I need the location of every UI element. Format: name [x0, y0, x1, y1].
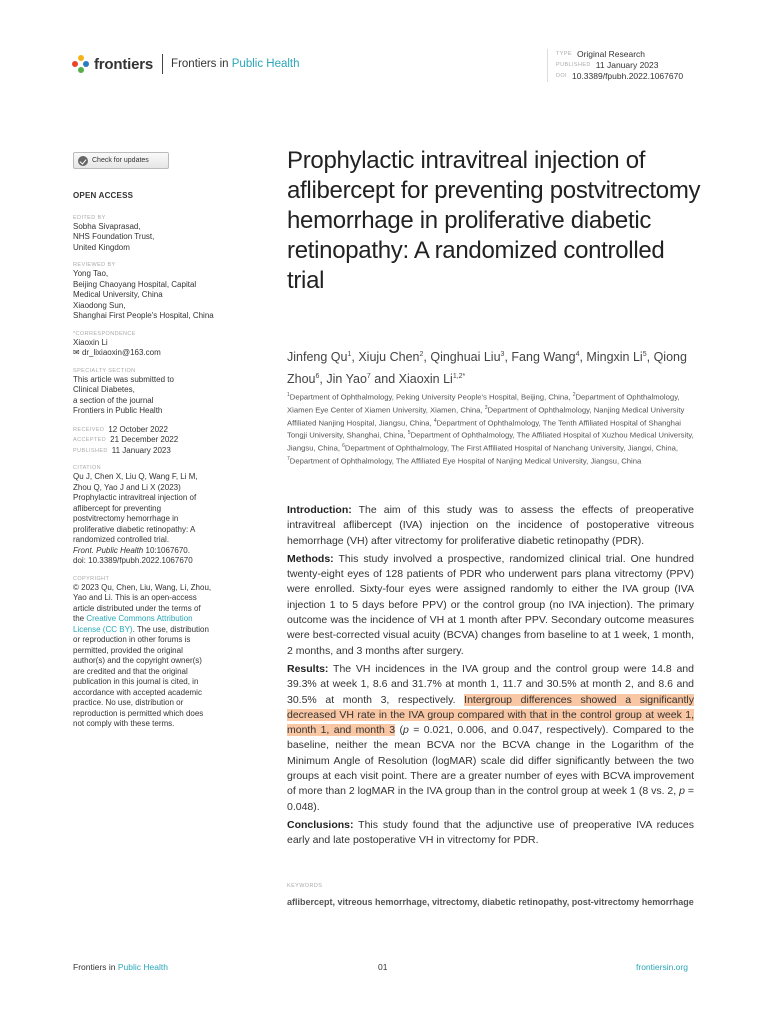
- sidebar: [73, 191, 243, 738]
- author-name[interactable]: Jinfeng Qu$^1$: [287, 350, 352, 365]
- footer-journal: Frontiers in Public Health: [73, 962, 168, 972]
- meta-divider: [547, 49, 548, 82]
- open-access-label: OPEN ACCESS: [73, 191, 134, 200]
- published-date: 11 January 2023: [595, 60, 659, 70]
- author-name[interactable]: Fang Wang$^4$: [511, 350, 580, 365]
- journal-name: Frontiers in Public Health: [171, 58, 300, 70]
- correspondence-block: *CORRESPONDENCE Xiaoxin Li ✉ dr_lixiaoxin@163.com: [73, 330, 161, 357]
- keywords: aflibercept, vitreous hemorrhage, vitrectomy, diabetic retinopathy, post-vitrectomy hemorrhage: [287, 897, 694, 907]
- keywords-label: KEYWORDS: [287, 883, 323, 889]
- abstract-conclusions: Conclusions: This study found that the adjunctive use of preoperative IVA reduces early and late postoperative VH in vitrectomy for PDR.: [287, 818, 694, 847]
- article-type: Original Research: [576, 49, 645, 59]
- abstract-methods: Methods: This study involved a prospective, randomized clinical trial. One hundred twenty-eight eyes of 128 patients of PDR who underwent pars plana vitrectomy (PPV) were enrolled. Sixty-four eyes were assigned randomly to either the IVA group (IVA injection 1 to 5 days before PPV) or the control group (no IVA injection). The primary outcome was the incidence of VH at 1 month after PPV. Secondary outcome measures were best-corrected visual acuity (BCVA) changes from baseline to at 1 week, 1 month, 2 months, and 3 months after surgery.: [287, 552, 694, 657]
- highlighted-text: Intergroup differences showed a significantly decreased VH rate in the IVA group compared with that in the control group at week 1, month 1, and month 3: [287, 693, 694, 737]
- article-title: Prophylactic intravitreal injection of aflibercept for preventing postvitrectomy hemorrhage in proliferative diabetic retinopathy: A randomized controlled trial: [287, 147, 701, 294]
- author-name[interactable]: Qiong Zhou$^6$: [287, 350, 687, 387]
- author-name[interactable]: Mingxin Li$^5$: [586, 350, 647, 365]
- affiliations: $^1$Department of Ophthalmology, Peking University People's Hospital, Beijing, China, $^2$Department of Ophthalmology, Xiamen Eye Center of Xiamen University, Xiamen, China, $^3$Department of Ophthalmology, Nanjing Medical University Affiliated Nanjing Hospital, Jiangsu, China, $^4$Department of Ophthalmology, The Tenth Affiliated Hospital of Shanghai Tongji University, Shanghai, China, $^5$Department of Ophthalmology, The Affiliated Hospital of Xuzhou Medical University, Jiangsu, China, $^6$Department of Ophthalmology, The First Affiliated Hospital of Nanchang University, Jiangxi, China, $^7$Department of Ophthalmology, The Affiliated Eye Hospital of Nanjing Medical University, Jiangsu, China: [287, 392, 694, 466]
- author-name[interactable]: Qinghuai Liu$^3$: [430, 350, 505, 365]
- frontiers-logo-icon: [72, 55, 90, 73]
- abstract: [287, 503, 694, 852]
- author-name[interactable]: Xiuju Chen$^2$: [358, 350, 424, 365]
- reviewed-by-block: REVIEWED BY Yong Tao, Beijing Chaoyang Hospital, Capital Medical University, China Xiaodong Sun, Shanghai First People's Hospital, China: [73, 262, 214, 320]
- abstract-introduction: Introduction: The aim of this study was to assess the effects of preoperative intravitreal aflibercept (IVA) injection on the incidence of postoperative vitreous hemorrhage (VH) after vitrectomy for proliferative diabetic retinopathy (PDR).: [287, 504, 694, 547]
- footer-site-link[interactable]: frontiersin.org: [636, 962, 688, 972]
- article-meta: TYPE Original Research PUBLISHED 11 January 2023 DOI 10.3389/fpubh.2022.1067670: [556, 49, 684, 81]
- correspondence-email[interactable]: dr_lixiaoxin@163.com: [81, 348, 161, 357]
- check-icon: [78, 156, 88, 166]
- author-name[interactable]: Jin Yao$^7$: [326, 372, 371, 387]
- doi: 10.3389/fpubh.2022.1067670: [571, 71, 684, 81]
- page-number: 01: [378, 962, 388, 972]
- author-name[interactable]: Xiaoxin $Li^{1,2*}$: [398, 372, 466, 387]
- cc-license-link-2[interactable]: License (CC BY): [73, 624, 133, 634]
- citation-block: CITATION Qu J, Chen X, Liu Q, Wang F, Li M, Zhou Q, Yao J and Li X (2023) Prophylactic intravitreal injection of aflibercept for preventing postvitrectomy hemorrhage in proliferative diabetic retinopathy: A randomized controlled trial. Front. Public Health 10:1067670. doi: 10.3389/fpubh.2022.1067670: [73, 465, 198, 565]
- check-for-updates-button[interactable]: Check for updates: [73, 152, 169, 169]
- abstract-results: Results: The VH incidences in the IVA group and the control group were 14.8 and 39.3% at week 1, 8.6 and 31.7% at month 1, 11.7 and 30.5% at month 2, and 8.6 and 30.5% at month 3, respectively. Intergroup differences showed a significantly decreased VH rate in the IVA group compared with that in the control group at week 1, month 1, and month 3 (p = 0.021, 0.006, and 0.047, respectively). Compared to the baseline, neither the mean BCVA nor the BCVA change in the Logarithm of the Minimum Angle of Resolution (logMAR) scale did differ significantly between the two groups at each visit point. There are a greater number of eyes with BCVA improvement of more than 2 logMAR in the IVA group than in the control group at week 1 (8 vs. 2, p = 0.048).: [287, 662, 694, 813]
- logo-divider: [162, 54, 163, 74]
- edited-by-block: EDITED BY Sobha Sivaprasad, NHS Foundation Trust, United Kingdom: [73, 214, 155, 252]
- journal-logo[interactable]: [72, 54, 300, 74]
- brand-name: frontiers: [94, 55, 154, 73]
- author-list: Jinfeng Qu$^1$, Xiuju Chen$^2$, Qinghuai Liu$^3$, Fang Wang$^4$, Mingxin Li$^5$, Qiong Zhou$^6$, Jin Yao$^7$ and Xiaoxin $Li^{1,2*}$: [287, 350, 687, 387]
- copyright-block: COPYRIGHT © 2023 Qu, Chen, Liu, Wang, Li, Zhou, Yao and Li. This is an open-access article distributed under the terms of the Creative Commons Attribution License (CC BY). The use, distribution or reproduction in other forums is permitted, provided the original author(s) and the copyright owner(s) are credited and that the original publication in this journal is cited, in accordance with accepted academic practice. No use, distribution or reproduction is permitted which does not comply with these terms.: [73, 575, 212, 728]
- specialty-block: SPECIALTY SECTION This article was submitted to Clinical Diabetes, a section of the journal Frontiers in Public Health: [73, 367, 174, 415]
- cc-license-link[interactable]: Creative Commons Attribution: [86, 614, 193, 623]
- dates-block: RECEIVED 12 October 2022 ACCEPTED 21 December 2022 PUBLISHED 11 January 2023: [73, 424, 179, 455]
- email-icon: ✉: [73, 348, 82, 357]
